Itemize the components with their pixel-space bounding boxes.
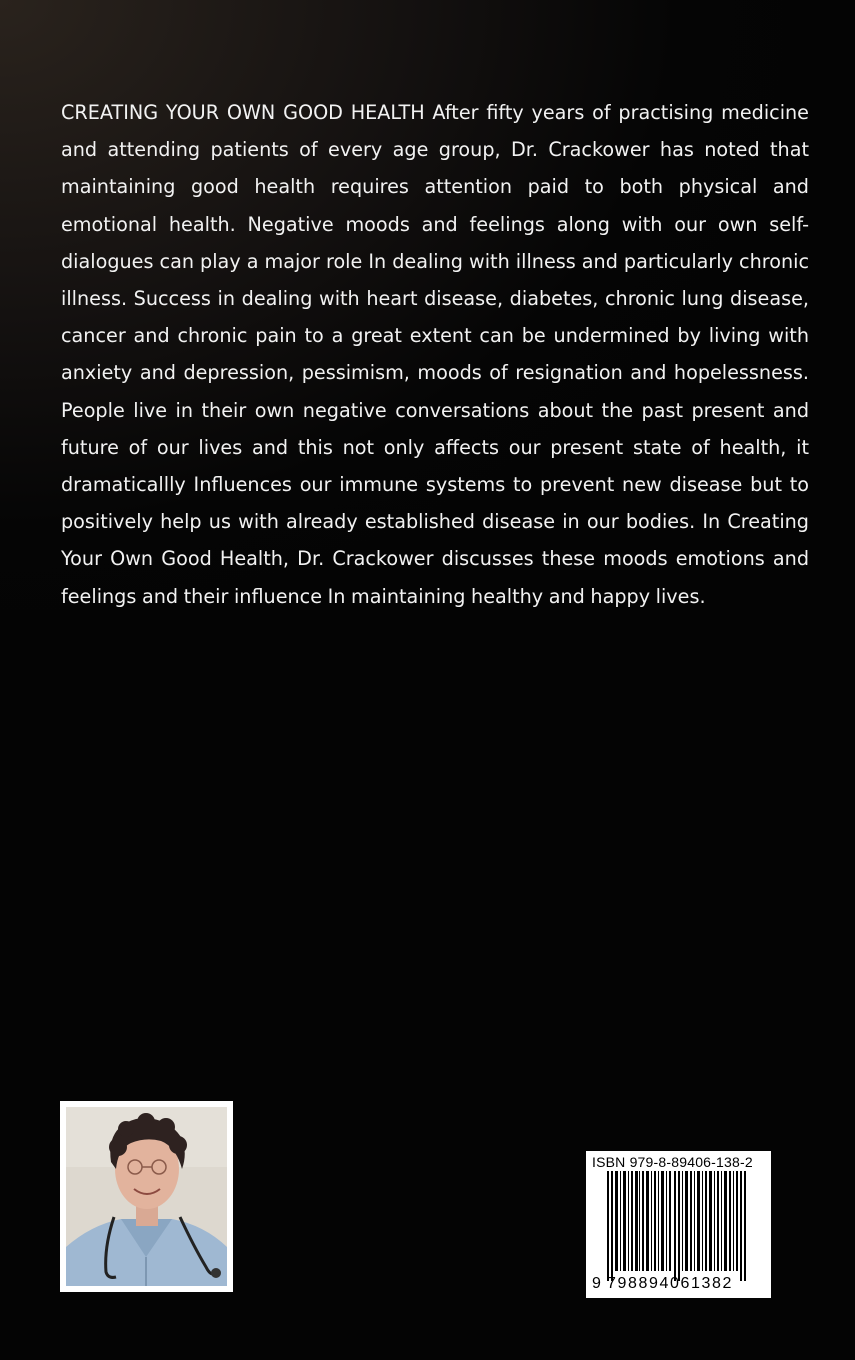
author-photo [60, 1101, 233, 1292]
ean-first-digit: 9 [592, 1275, 601, 1292]
isbn-barcode [586, 1151, 771, 1298]
ean-digits: 798894061382 [607, 1275, 733, 1292]
isbn-label: ISBN 979-8-89406-138-2 [592, 1154, 753, 1170]
back-cover-blurb: CREATING YOUR OWN GOOD HEALTH After fifty years of practising medicine and attending patients of every age group, Dr. Crackower has noted that maintaining good health requires attention paid to both physical and emotional health. Negative moods and feelings along with our own self-dialogues can play a major role In dealing with illness and particularly chronic illness. Success in dealing with heart disease, diabetes, chronic lung disease, cancer and chronic pain to a great extent can be undermined by living with anxiety and depression, pessimism, moods of resignation and hopelessness. People live in their own negative conversations about the past present and future of our lives and this not only affects our present state of health, it dramaticallly Influences our immune systems to prevent new disease but to positively help us with already established disease in our bodies. In Creating Your Own Good Health, Dr. Crackower discusses these moods emotions and feelings and their influence In maintaining healthy and happy lives. [61, 101, 809, 608]
author-portrait-illustration [66, 1107, 227, 1286]
